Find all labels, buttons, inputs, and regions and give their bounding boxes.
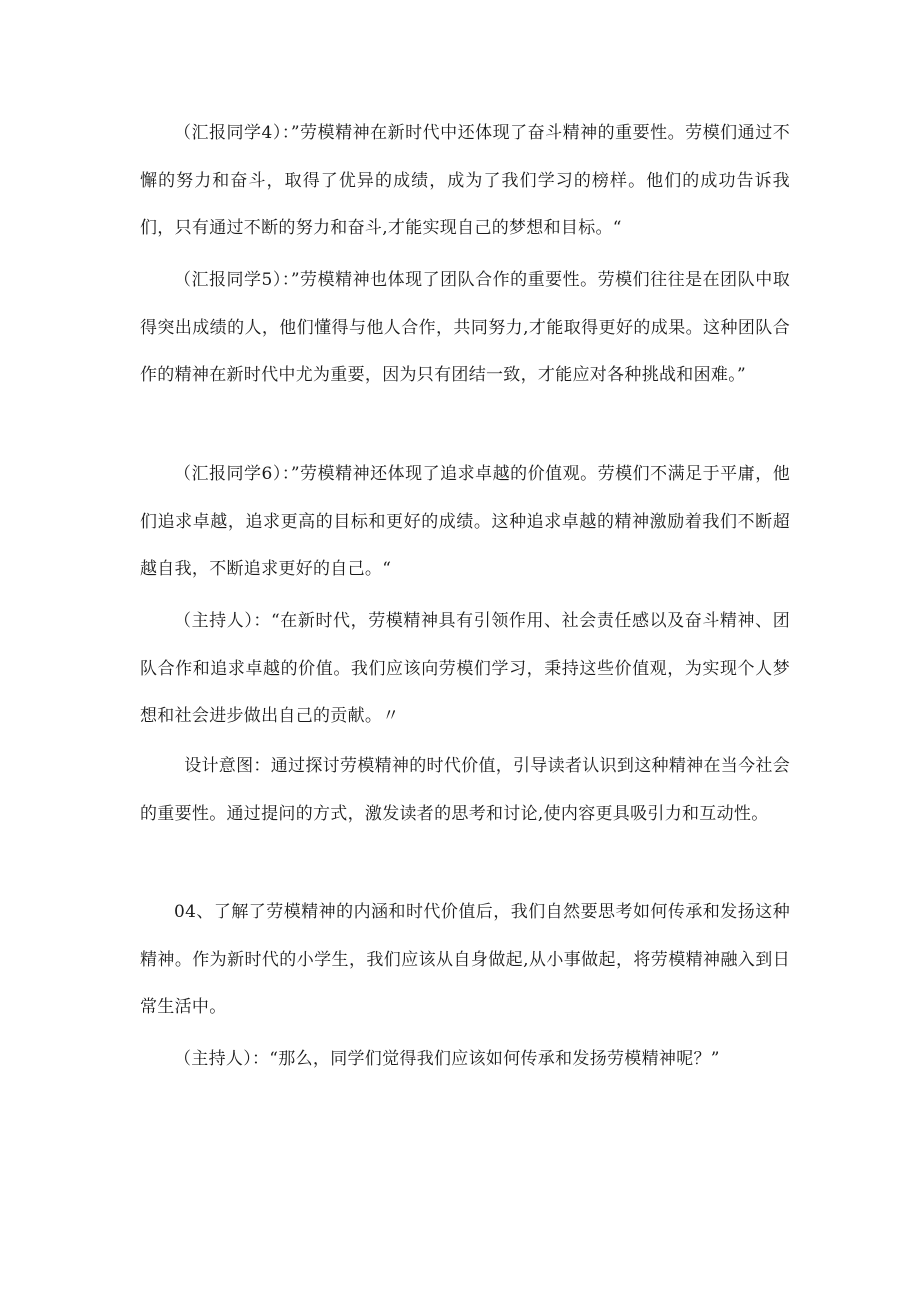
paragraph-section-04: 04、了解了劳模精神的内涵和时代价值后，我们自然要思考如何传承和发扬这种精神。作为新时代的小学生，我们应该从自身做起,从小事做起，将劳模精神融入到日常生活中。 bbox=[140, 902, 790, 1017]
paragraph-host-question: （主持人）：“那么，同学们觉得我们应该如何传承和发扬劳模精神呢？” bbox=[174, 1049, 720, 1069]
paragraph-reporter-5: （汇报同学5）：”劳模精神也体现了团队合作的重要性。劳模们往往是在团队中取得突出成绩的人，他们懂得与他人合作，共同努力,才能取得更好的成果。这种团队合作的精神在新时代中尤为重要，因为只有团结一致，才能应对各种挑战和困难。” bbox=[140, 270, 790, 385]
paragraph-reporter-6: （汇报同学6）：”劳模精神还体现了追求卓越的价值观。劳模们不满足于平庸，他们追求卓越，追求更高的目标和更好的成绩。这种追求卓越的精神激励着我们不断超越自我，不断追求更好的自己。“ bbox=[140, 464, 790, 579]
paragraph-reporter-4: （汇报同学4）：”劳模精神在新时代中还体现了奋斗精神的重要性。劳模们通过不懈的努力和奋斗，取得了优异的成绩，成为了我们学习的榜样。他们的成功告诉我们，只有通过不断的努力和奋斗,才能实现自己的梦想和目标。“ bbox=[140, 123, 790, 238]
paragraph-design-intent: 设计意图：通过探讨劳模精神的时代价值，引导读者认识到这种精神在当今社会的重要性。通过提问的方式，激发读者的思考和讨论,使内容更具吸引力和互动性。 bbox=[140, 756, 790, 824]
paragraph-host-summary: （主持人）：“在新时代，劳模精神具有引领作用、社会责任感以及奋斗精神、团队合作和追求卓越的价值。我们应该向劳模们学习，秉持这些价值观，为实现个人梦想和社会进步做出自己的贡献。〃 bbox=[140, 611, 790, 726]
